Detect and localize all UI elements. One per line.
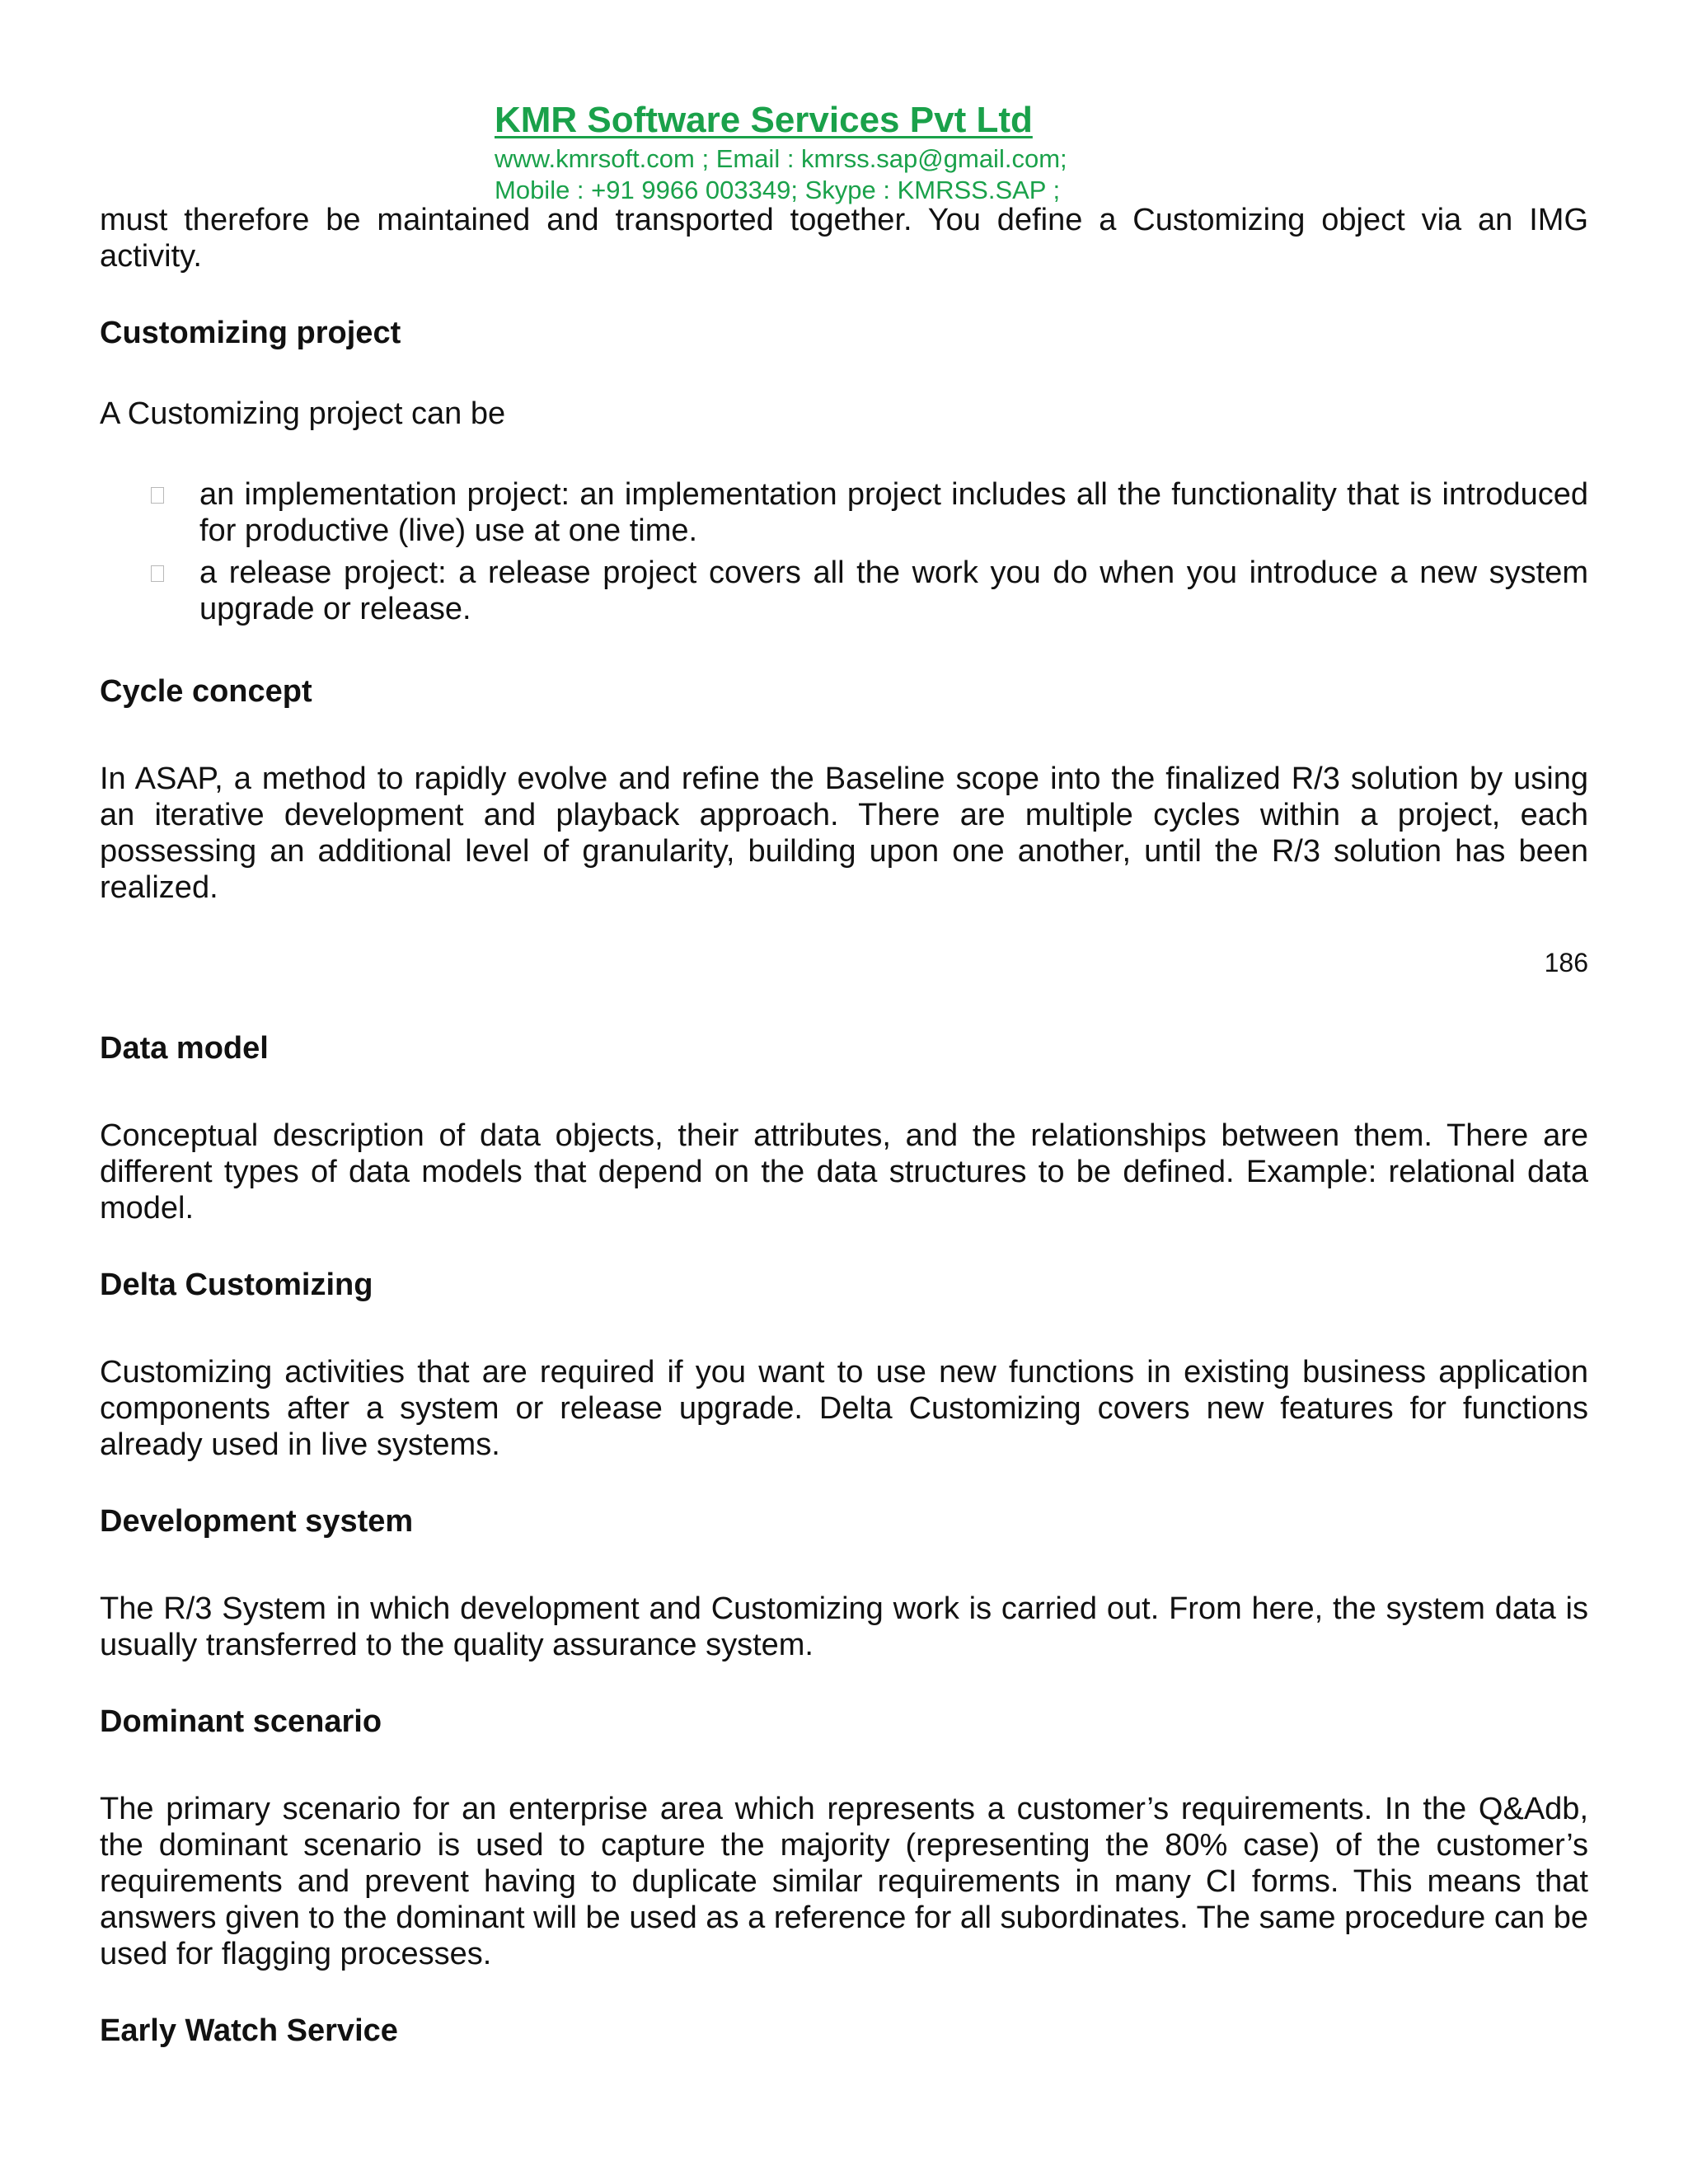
intro-paragraph: must therefore be maintained and transported together. You define a Customizing object via an IMG activity.	[100, 203, 1588, 274]
dominant-scenario-body: The primary scenario for an enterprise area which represents a customer’s requirements. In the Q&Adb, the dominant scenario is used to capture the majority (representing the 80% case) of the customer’s requirements and prevent having to duplicate similar requirements in many CI forms. This means that answers given to the dominant will be used as a reference for all subordinates. The same procedure can be used for flagging processes.	[100, 1792, 1588, 1971]
customizing-project-lead: A Customizing project can be	[100, 396, 506, 431]
customizing-project-list	[100, 476, 1588, 627]
bullet-icon	[151, 565, 164, 582]
cycle-concept-body: In ASAP, a method to rapidly evolve and refine the Baseline scope into the finalized R/3 solution by using an iterative development and playback approach. There are multiple cycles within a project, each possessing an additional level of granularity, building upon one another, until the R/3 solution has been realized.	[100, 762, 1588, 905]
delta-customizing-body: Customizing activities that are required if you want to use new functions in existing business application components after a system or release upgrade. Delta Customizing covers new features for functions already used in live systems.	[100, 1355, 1588, 1462]
development-system-body: The R/3 System in which development and Customizing work is carried out. From here, the system data is usually transferred to the quality assurance system.	[100, 1591, 1588, 1662]
heading-delta-customizing: Delta Customizing	[100, 1268, 373, 1302]
contact-mobile-skype: Mobile : +91 9966 003349; Skype : KMRSS.SAP ;	[495, 176, 1061, 204]
heading-dominant-scenario: Dominant scenario	[100, 1704, 382, 1739]
list-item	[100, 476, 1588, 549]
data-model-body: Conceptual description of data objects, their attributes, and the relationships between them. There are different types of data models that depend on the data structures to be defined. Example: relational data model.	[100, 1118, 1588, 1226]
heading-data-model: Data model	[100, 1031, 269, 1066]
company-name: KMR Software Services Pvt Ltd	[495, 100, 1033, 140]
page-number: 186	[1544, 948, 1588, 977]
list-item	[100, 555, 1588, 627]
heading-early-watch-service: Early Watch Service	[100, 2013, 398, 2048]
list-item-text: an implementation project: an implementation project includes all the functionality that is introduced for productive (live) use at one time.	[199, 477, 1588, 548]
heading-development-system: Development system	[100, 1504, 414, 1539]
heading-customizing-project: Customizing project	[100, 316, 401, 350]
list-item-text: a release project: a release project covers all the work you do when you introduce a new system upgrade or release.	[199, 555, 1588, 626]
page-header	[495, 97, 1236, 206]
contact-web-email: www.kmrsoft.com ; Email : kmrss.sap@gmail.com;	[495, 144, 1067, 173]
document-body	[100, 202, 1588, 2049]
heading-cycle-concept: Cycle concept	[100, 674, 312, 709]
bullet-icon	[151, 487, 164, 504]
